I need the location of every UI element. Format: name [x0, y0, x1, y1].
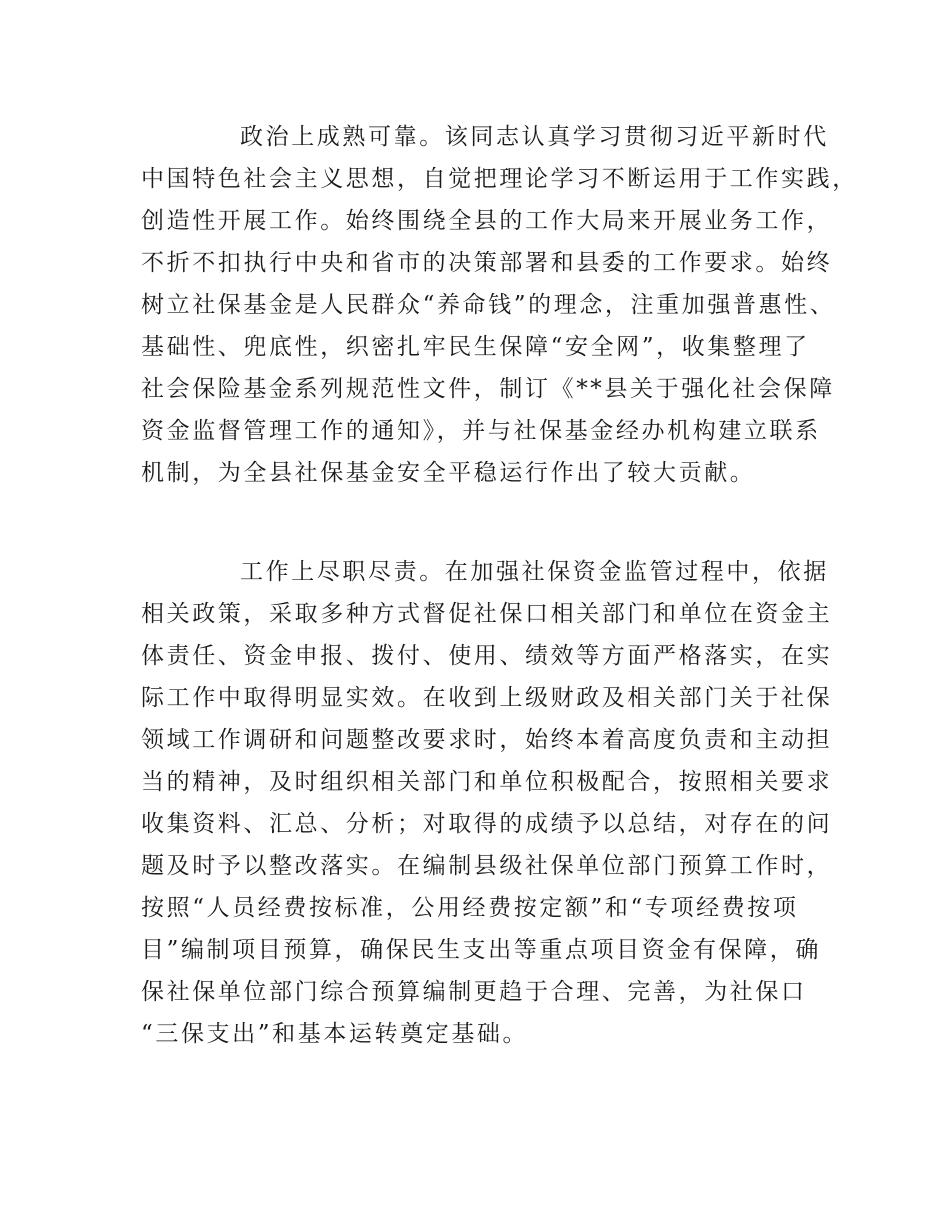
paragraph-political-reliability	[141, 116, 858, 494]
paragraph-line: “三保支出”和基本运转奠定基础。	[141, 1021, 529, 1047]
paragraph-line: 工作上尽职尽责。在加强社保资金监管过程中，依据	[240, 559, 829, 585]
paragraph-line: 体责任、资金申报、拨付、使用、绩效等方面严格落实，在实	[141, 643, 833, 669]
paragraph-line: 收集资料、汇总、分析；对取得的成绩予以总结，对存在的问	[141, 811, 833, 837]
paragraph-line: 创造性开展工作。始终围绕全县的工作大局来开展业务工作，	[141, 208, 833, 234]
paragraph-line: 中国特色社会主义思想，自觉把理论学习不断运用于工作实践，	[141, 166, 858, 192]
paragraph-line: 际工作中取得明显实效。在收到上级财政及相关部门关于社保	[141, 685, 833, 711]
paragraph-line: 不折不扣执行中央和省市的决策部署和县委的工作要求。始终	[141, 250, 833, 276]
paragraph-line: 当的精神，及时组织相关部门和单位积极配合，按照相关要求	[141, 769, 833, 795]
paragraph-line: 资金监督管理工作的通知》，并与社保基金经办机构建立联系	[141, 418, 821, 444]
paragraph-line: 题及时予以整改落实。在编制县级社保单位部门预算工作时，	[141, 853, 833, 879]
paragraph-line: 树立社保基金是人民群众“养命钱”的理念，注重加强普惠性、	[141, 292, 836, 318]
paragraph-work-diligence	[141, 551, 841, 1055]
paragraph-line: 社会保险基金系列规范性文件，制订《**县关于强化社会保障	[141, 376, 835, 402]
paragraph-line: 领域工作调研和问题整改要求时，始终本着高度负责和主动担	[141, 727, 833, 753]
paragraph-line: 按照“人员经费按标准，公用经费按定额”和“专项经费按项	[141, 895, 799, 921]
paragraph-line: 保社保单位部门综合预算编制更趋于合理、完善，为社保口	[141, 979, 807, 1005]
paragraph-line: 相关政策，采取多种方式督促社保口相关部门和单位在资金主	[141, 601, 833, 627]
paragraph-line: 基础性、兜底性，织密扎牢民生保障“安全网”，收集整理了	[141, 334, 810, 360]
paragraph-line: 政治上成熟可靠。该同志认真学习贯彻习近平新时代	[240, 124, 829, 150]
paragraph-line: 机制，为全县社保基金安全平稳运行作出了较大贡献。	[141, 460, 756, 486]
paragraph-line: 目”编制项目预算，确保民生支出等重点项目资金有保障，确	[141, 937, 821, 963]
